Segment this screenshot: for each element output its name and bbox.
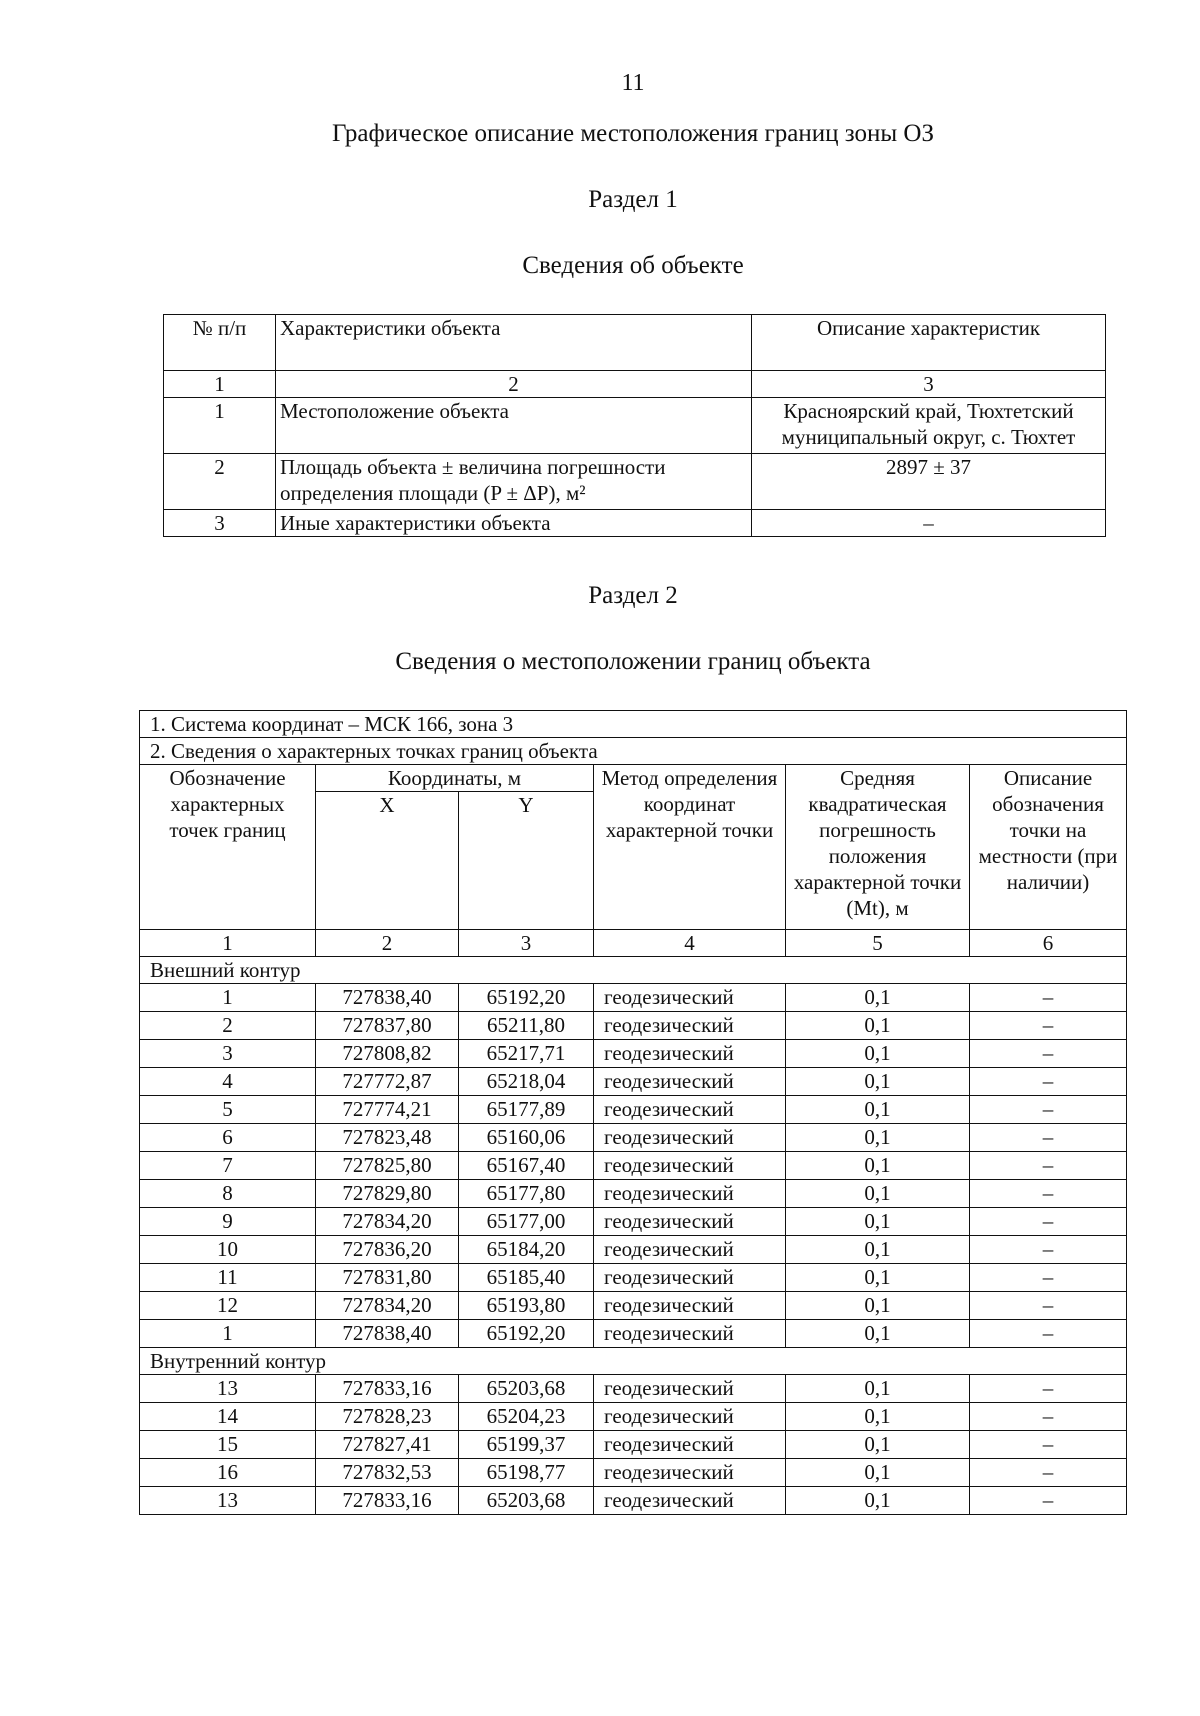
point-number: 5 bbox=[140, 1096, 316, 1124]
row-number: 1 bbox=[164, 398, 276, 454]
y-coordinate: 65192,20 bbox=[459, 984, 594, 1012]
method: геодезический bbox=[594, 1152, 786, 1180]
header-coordinates: Координаты, м bbox=[316, 765, 594, 792]
section2-subtitle: Сведения о местоположении границ объекта bbox=[395, 648, 871, 675]
section1-subtitle: Сведения об объекте bbox=[522, 252, 744, 279]
table-row bbox=[140, 1236, 1127, 1264]
method: геодезический bbox=[594, 1431, 786, 1459]
table-row bbox=[140, 1431, 1127, 1459]
y-coordinate: 65193,80 bbox=[459, 1292, 594, 1320]
col-number: 3 bbox=[752, 371, 1106, 398]
x-coordinate: 727823,48 bbox=[316, 1124, 459, 1152]
y-coordinate: 65198,77 bbox=[459, 1459, 594, 1487]
method: геодезический bbox=[594, 984, 786, 1012]
mean-square-error: 0,1 bbox=[786, 1012, 970, 1040]
y-coordinate: 65203,68 bbox=[459, 1375, 594, 1403]
table-row bbox=[140, 1487, 1127, 1515]
header-x: X bbox=[316, 792, 459, 930]
table-row bbox=[140, 1320, 1127, 1348]
point-number: 9 bbox=[140, 1208, 316, 1236]
point-number: 15 bbox=[140, 1431, 316, 1459]
mean-square-error: 0,1 bbox=[786, 1208, 970, 1236]
row-characteristic: Площадь объекта ± величина погрешности определения площади (P ± ΔP), м² bbox=[276, 454, 752, 510]
x-coordinate: 727833,16 bbox=[316, 1487, 459, 1515]
point-description: – bbox=[970, 1459, 1127, 1487]
row-value: – bbox=[752, 510, 1106, 537]
x-coordinate: 727829,80 bbox=[316, 1180, 459, 1208]
table-row bbox=[140, 1040, 1127, 1068]
y-coordinate: 65160,06 bbox=[459, 1124, 594, 1152]
table-row bbox=[140, 1068, 1127, 1096]
section2-title: Раздел 2 bbox=[588, 582, 678, 609]
section1-title: Раздел 1 bbox=[588, 186, 678, 213]
mean-square-error: 0,1 bbox=[786, 1487, 970, 1515]
document-title: Графическое описание местоположения границ зоны ОЗ bbox=[332, 120, 934, 147]
point-description: – bbox=[970, 1152, 1127, 1180]
point-description: – bbox=[970, 1180, 1127, 1208]
method: геодезический bbox=[594, 1292, 786, 1320]
point-number: 11 bbox=[140, 1264, 316, 1292]
mean-square-error: 0,1 bbox=[786, 1152, 970, 1180]
point-number: 3 bbox=[140, 1040, 316, 1068]
point-number: 1 bbox=[140, 1320, 316, 1348]
mean-square-error: 0,1 bbox=[786, 1096, 970, 1124]
col-number: 1 bbox=[140, 930, 316, 957]
point-description: – bbox=[970, 1208, 1127, 1236]
point-number: 16 bbox=[140, 1459, 316, 1487]
point-description: – bbox=[970, 1292, 1127, 1320]
method: геодезический bbox=[594, 1180, 786, 1208]
boundary-points-table bbox=[139, 710, 1127, 1515]
points-caption: 2. Сведения о характерных точках границ объекта bbox=[140, 738, 1127, 765]
header-number: № п/п bbox=[164, 315, 276, 371]
y-coordinate: 65167,40 bbox=[459, 1152, 594, 1180]
point-description: – bbox=[970, 1040, 1127, 1068]
col-number: 1 bbox=[164, 371, 276, 398]
point-number: 14 bbox=[140, 1403, 316, 1431]
point-description: – bbox=[970, 1431, 1127, 1459]
row-characteristic: Иные характеристики объекта bbox=[276, 510, 752, 537]
x-coordinate: 727831,80 bbox=[316, 1264, 459, 1292]
row-number: 3 bbox=[164, 510, 276, 537]
x-coordinate: 727838,40 bbox=[316, 1320, 459, 1348]
point-description: – bbox=[970, 984, 1127, 1012]
table-row bbox=[140, 1180, 1127, 1208]
x-coordinate: 727825,80 bbox=[316, 1152, 459, 1180]
mean-square-error: 0,1 bbox=[786, 1236, 970, 1264]
point-description: – bbox=[970, 1236, 1127, 1264]
mean-square-error: 0,1 bbox=[786, 1431, 970, 1459]
col-number: 6 bbox=[970, 930, 1127, 957]
y-coordinate: 65203,68 bbox=[459, 1487, 594, 1515]
mean-square-error: 0,1 bbox=[786, 1040, 970, 1068]
x-coordinate: 727838,40 bbox=[316, 984, 459, 1012]
inner-contour-label: Внутренний контур bbox=[140, 1348, 1127, 1375]
header-description: Описание характеристик bbox=[752, 315, 1106, 371]
table-row bbox=[140, 1012, 1127, 1040]
mean-square-error: 0,1 bbox=[786, 1068, 970, 1096]
col-number: 2 bbox=[316, 930, 459, 957]
x-coordinate: 727837,80 bbox=[316, 1012, 459, 1040]
x-coordinate: 727832,53 bbox=[316, 1459, 459, 1487]
table-row bbox=[140, 1459, 1127, 1487]
x-coordinate: 727836,20 bbox=[316, 1236, 459, 1264]
table-row bbox=[140, 1292, 1127, 1320]
mean-square-error: 0,1 bbox=[786, 1292, 970, 1320]
point-number: 2 bbox=[140, 1012, 316, 1040]
y-coordinate: 65177,80 bbox=[459, 1180, 594, 1208]
point-description: – bbox=[970, 1096, 1127, 1124]
point-description: – bbox=[970, 1320, 1127, 1348]
y-coordinate: 65218,04 bbox=[459, 1068, 594, 1096]
x-coordinate: 727828,23 bbox=[316, 1403, 459, 1431]
table-row bbox=[140, 1124, 1127, 1152]
y-coordinate: 65177,00 bbox=[459, 1208, 594, 1236]
method: геодезический bbox=[594, 1264, 786, 1292]
table-row bbox=[140, 1375, 1127, 1403]
table-row bbox=[140, 1152, 1127, 1180]
mean-square-error: 0,1 bbox=[786, 1403, 970, 1431]
x-coordinate: 727774,21 bbox=[316, 1096, 459, 1124]
point-number: 12 bbox=[140, 1292, 316, 1320]
method: геодезический bbox=[594, 1375, 786, 1403]
header-y: Y bbox=[459, 792, 594, 930]
point-number: 13 bbox=[140, 1487, 316, 1515]
mean-square-error: 0,1 bbox=[786, 1124, 970, 1152]
x-coordinate: 727772,87 bbox=[316, 1068, 459, 1096]
method: геодезический bbox=[594, 1320, 786, 1348]
point-number: 4 bbox=[140, 1068, 316, 1096]
mean-square-error: 0,1 bbox=[786, 1320, 970, 1348]
method: геодезический bbox=[594, 1096, 786, 1124]
method: геодезический bbox=[594, 1068, 786, 1096]
header-method: Метод определения координат характерной точки bbox=[594, 765, 786, 930]
method: геодезический bbox=[594, 1208, 786, 1236]
coordinate-system: 1. Система координат – МСК 166, зона 3 bbox=[140, 711, 1127, 738]
point-description: – bbox=[970, 1375, 1127, 1403]
point-number: 1 bbox=[140, 984, 316, 1012]
header-error: Средняя квадратическая погрешность положения характерной точки (Mt), м bbox=[786, 765, 970, 930]
table-row bbox=[140, 1096, 1127, 1124]
mean-square-error: 0,1 bbox=[786, 1459, 970, 1487]
method: геодезический bbox=[594, 1040, 786, 1068]
y-coordinate: 65184,20 bbox=[459, 1236, 594, 1264]
table-row bbox=[140, 1264, 1127, 1292]
y-coordinate: 65217,71 bbox=[459, 1040, 594, 1068]
row-value: Красноярский край, Тюхтетский муниципальный округ, с. Тюхтет bbox=[752, 398, 1106, 454]
method: геодезический bbox=[594, 1403, 786, 1431]
header-characteristics: Характеристики объекта bbox=[276, 315, 752, 371]
point-description: – bbox=[970, 1012, 1127, 1040]
x-coordinate: 727833,16 bbox=[316, 1375, 459, 1403]
point-description: – bbox=[970, 1403, 1127, 1431]
mean-square-error: 0,1 bbox=[786, 1264, 970, 1292]
point-number: 7 bbox=[140, 1152, 316, 1180]
table-row bbox=[140, 1208, 1127, 1236]
method: геодезический bbox=[594, 1236, 786, 1264]
method: геодезический bbox=[594, 1459, 786, 1487]
method: геодезический bbox=[594, 1487, 786, 1515]
row-characteristic: Местоположение объекта bbox=[276, 398, 752, 454]
table-row bbox=[140, 1403, 1127, 1431]
point-number: 10 bbox=[140, 1236, 316, 1264]
header-point-description: Описание обозначения точки на местности (при наличии) bbox=[970, 765, 1127, 930]
y-coordinate: 65192,20 bbox=[459, 1320, 594, 1348]
col-number: 4 bbox=[594, 930, 786, 957]
outer-contour-label: Внешний контур bbox=[140, 957, 1127, 984]
point-description: – bbox=[970, 1124, 1127, 1152]
point-description: – bbox=[970, 1264, 1127, 1292]
point-number: 13 bbox=[140, 1375, 316, 1403]
header-designation: Обозначение характерных точек границ bbox=[140, 765, 316, 930]
mean-square-error: 0,1 bbox=[786, 984, 970, 1012]
page-number: 11 bbox=[621, 70, 645, 96]
method: геодезический bbox=[594, 1124, 786, 1152]
method: геодезический bbox=[594, 1012, 786, 1040]
y-coordinate: 65177,89 bbox=[459, 1096, 594, 1124]
table-row bbox=[140, 984, 1127, 1012]
point-description: – bbox=[970, 1068, 1127, 1096]
col-number: 3 bbox=[459, 930, 594, 957]
point-number: 6 bbox=[140, 1124, 316, 1152]
y-coordinate: 65185,40 bbox=[459, 1264, 594, 1292]
x-coordinate: 727808,82 bbox=[316, 1040, 459, 1068]
row-number: 2 bbox=[164, 454, 276, 510]
col-number: 5 bbox=[786, 930, 970, 957]
mean-square-error: 0,1 bbox=[786, 1375, 970, 1403]
mean-square-error: 0,1 bbox=[786, 1180, 970, 1208]
y-coordinate: 65211,80 bbox=[459, 1012, 594, 1040]
x-coordinate: 727834,20 bbox=[316, 1292, 459, 1320]
y-coordinate: 65199,37 bbox=[459, 1431, 594, 1459]
x-coordinate: 727827,41 bbox=[316, 1431, 459, 1459]
object-info-table bbox=[163, 314, 1106, 537]
point-description: – bbox=[970, 1487, 1127, 1515]
col-number: 2 bbox=[276, 371, 752, 398]
x-coordinate: 727834,20 bbox=[316, 1208, 459, 1236]
point-number: 8 bbox=[140, 1180, 316, 1208]
y-coordinate: 65204,23 bbox=[459, 1403, 594, 1431]
row-value: 2897 ± 37 bbox=[752, 454, 1106, 510]
